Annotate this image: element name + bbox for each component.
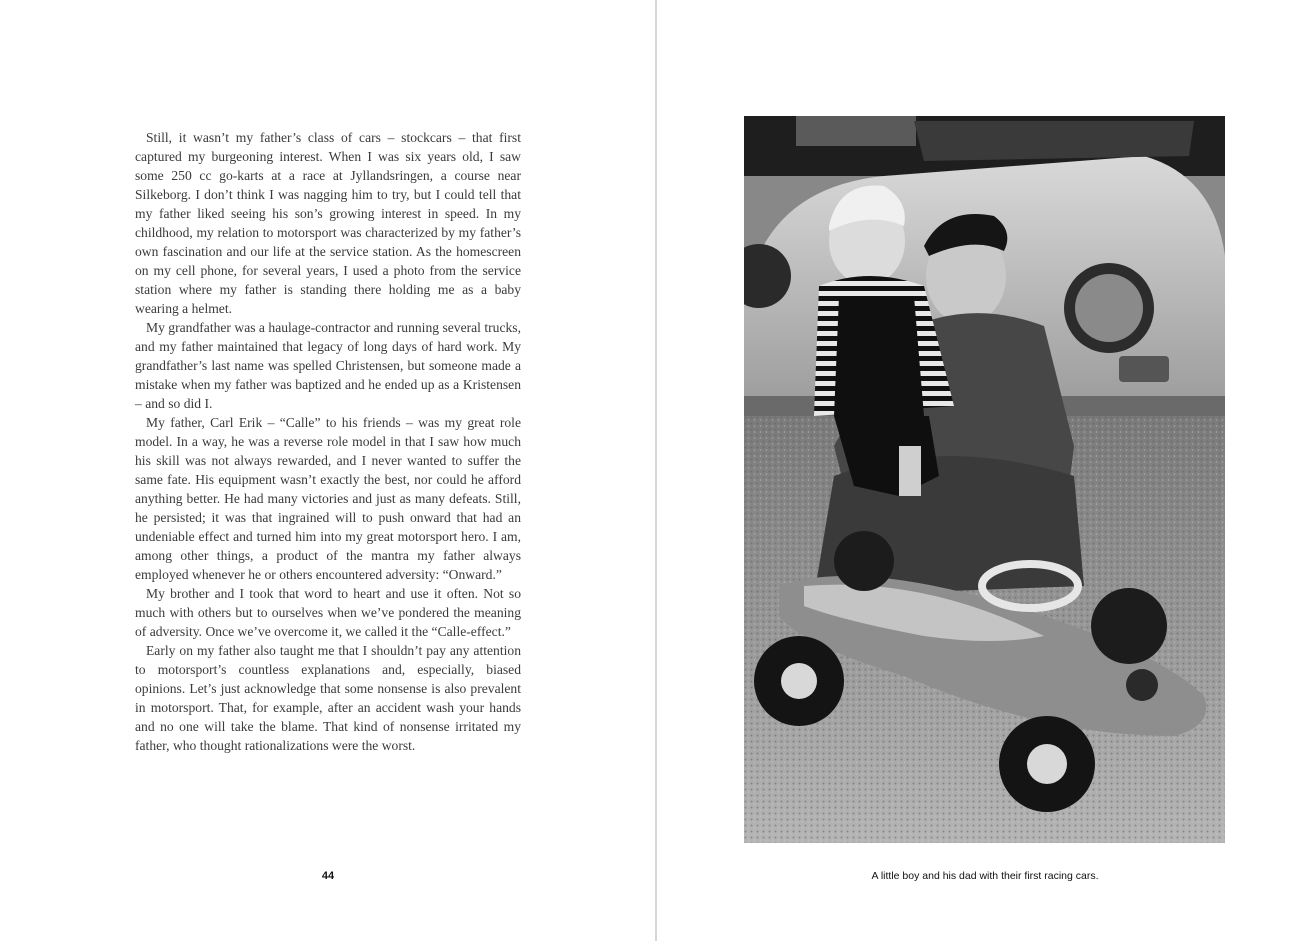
paragraph: My grandfather was a haulage-contractor and running several trucks, and my father maintained that legacy of long days of hard work. My grandfather’s last name was spelled Christensen, but someone made a mistake when my father was baptized and he ended up as a Kristensen – and so did I.	[135, 320, 521, 411]
photo-father-and-son	[744, 116, 1225, 843]
right-page	[657, 0, 1313, 941]
paragraph: My father, Carl Erik – “Calle” to his friends – was my great role model. In a way, he was a reverse role model in that I saw how much his skill was not always rewarded, and I never wanted to suffer the same fate. His equipment wasn’t exactly the best, nor could he afford anything better. He had many victories and just as many defeats. Still, he persisted; it was that ingrained will to push onward that had an undeniable effect and turned him into my great motorsport hero. I am, among other things, a product of the mantra my father always employed whenever he or others encountered adversity: “Onward.”	[135, 415, 521, 582]
child-leg	[899, 446, 921, 496]
front-wheel-far	[834, 531, 894, 591]
body-text	[135, 128, 521, 755]
paragraph: Early on my father also taught me that I shouldn’t pay any attention to motorsport’s countless explanations and, especially, biased opinions. Let’s just acknowledge that some nonsense is also prevalent in motorsport. That, for example, after an accident wash your hands and no one will take the blame. That kind of nonsense irritated my father, who thought rationalizations were the worst.	[135, 643, 521, 753]
car-windshield	[914, 121, 1194, 161]
brick-wall	[796, 116, 916, 146]
photo-caption: A little boy and his dad with their first racing cars.	[871, 870, 1099, 882]
left-page	[0, 0, 655, 941]
rear-wheel-far	[1091, 588, 1167, 664]
paragraph: Still, it wasn’t my father’s class of cars – stockcars – that first captured my burgeoning interest. When I was six years old, I saw some 250 cc go-karts at a race at Jyllandsringen, a course near Silkeborg. I don’t think I was nagging him to try, but I could tell that my father liked seeing his son’s growing interest in speed. In my childhood, my relation to motorsport was characterized by my father’s own fascination and our life at the service station. As the homescreen on my cell phone, for several years, I used a photo from the service station where my father is standing there holding me as a baby wearing a helmet.	[135, 130, 521, 316]
page-number: 44	[321, 870, 335, 882]
car-indicator	[1119, 356, 1169, 382]
paragraph: My brother and I took that word to heart and use it often. Not so much with others but to ourselves when we’ve pondered the meaning of adversity. Once we’ve overcome it, we called it the “Calle-effect.”	[135, 586, 521, 639]
child-overalls	[834, 296, 924, 416]
pedal-car-badge	[1126, 669, 1158, 701]
